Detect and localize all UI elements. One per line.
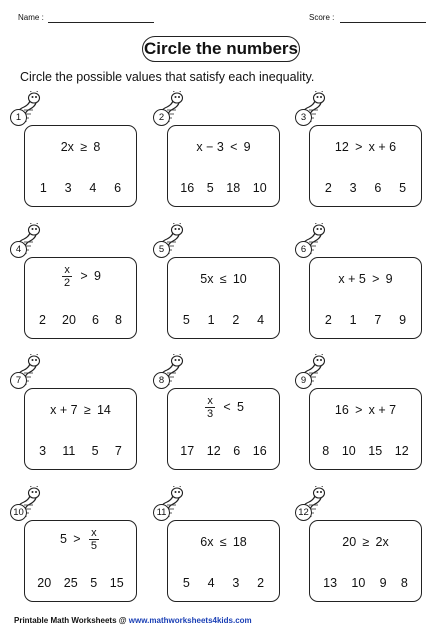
answer-choices <box>174 576 273 590</box>
answer-choice[interactable]: 6 <box>233 444 241 458</box>
inequality-left: 16 <box>334 403 349 417</box>
inequality-operator: ≥ <box>362 535 370 549</box>
answer-choice[interactable]: 4 <box>257 313 265 327</box>
inequality-operator: ≥ <box>80 140 88 154</box>
answer-choice[interactable]: 8 <box>322 444 330 458</box>
inequality-left: x − 3 <box>196 140 224 154</box>
answer-choice[interactable]: 25 <box>63 576 78 590</box>
answer-choices <box>316 313 415 327</box>
fraction-numerator: x <box>205 395 215 408</box>
fraction <box>205 395 215 420</box>
inequality-left: 5 <box>60 531 67 546</box>
inequality <box>168 395 279 420</box>
answer-choice[interactable]: 7 <box>114 444 122 458</box>
problem-card <box>24 257 137 339</box>
answer-choice[interactable]: 11 <box>62 444 76 458</box>
problem-card <box>309 520 422 602</box>
problem-card <box>167 520 280 602</box>
answer-choice[interactable]: 2 <box>324 313 332 327</box>
answer-choice[interactable]: 4 <box>89 181 97 195</box>
answer-choice[interactable]: 5 <box>182 313 190 327</box>
answer-choice[interactable]: 5 <box>90 576 98 590</box>
problem-card <box>167 388 280 470</box>
problem-card <box>24 388 137 470</box>
inequality-left: 5x <box>200 272 214 286</box>
answer-choice[interactable]: 3 <box>232 576 240 590</box>
footer-text: Printable Math Worksheets @ <box>14 616 129 625</box>
answer-choices <box>31 313 130 327</box>
inequality-right: 5 <box>236 399 244 414</box>
answer-choice[interactable]: 2 <box>232 313 240 327</box>
inequality-right: 8 <box>93 140 101 154</box>
fraction-denominator: 3 <box>207 408 214 420</box>
answer-choice[interactable]: 3 <box>64 181 72 195</box>
answer-choices <box>31 444 130 458</box>
inequality-right: x + 6 <box>368 140 397 154</box>
answer-choice[interactable]: 16 <box>180 181 195 195</box>
inequality-operator: > <box>355 140 363 154</box>
answer-choice[interactable]: 5 <box>399 181 407 195</box>
answer-choice[interactable]: 5 <box>182 576 190 590</box>
problem-number-badge: 7 <box>10 372 27 389</box>
inequality-left: 2x <box>60 140 74 154</box>
problem-card <box>167 257 280 339</box>
instruction-text: Circle the possible values that satisfy each inequality. <box>20 70 315 84</box>
fraction-numerator: x <box>89 527 99 540</box>
score-field[interactable] <box>340 22 426 23</box>
answer-choice[interactable]: 9 <box>399 313 407 327</box>
problem-number-badge: 4 <box>10 241 27 258</box>
answer-choice[interactable]: 18 <box>226 181 241 195</box>
answer-choice[interactable]: 8 <box>400 576 408 590</box>
inequality-left: 6x <box>200 535 214 549</box>
problem-card <box>309 388 422 470</box>
answer-choice[interactable]: 3 <box>39 444 47 458</box>
answer-choice[interactable]: 5 <box>91 444 99 458</box>
answer-choices <box>174 181 273 195</box>
answer-choice[interactable]: 13 <box>323 576 338 590</box>
fraction-denominator: 5 <box>90 540 97 552</box>
inequality-right: 2x <box>375 535 389 549</box>
problem-number-badge: 3 <box>295 109 312 126</box>
inequality <box>25 264 136 289</box>
inequality-left: 20 <box>342 535 357 549</box>
answer-choice[interactable]: 20 <box>37 576 52 590</box>
problem-number-badge: 10 <box>10 504 27 521</box>
answer-choice[interactable]: 20 <box>62 313 76 327</box>
answer-choice[interactable]: 12 <box>206 444 221 458</box>
answer-choice[interactable]: 6 <box>374 181 382 195</box>
score-label: Score : <box>309 13 335 22</box>
inequality-left: 12 <box>334 140 349 154</box>
answer-choice[interactable]: 5 <box>206 181 214 195</box>
answer-choice[interactable]: 15 <box>368 444 383 458</box>
answer-choice[interactable]: 8 <box>114 313 122 327</box>
inequality <box>310 272 421 286</box>
answer-choice[interactable]: 4 <box>207 576 215 590</box>
answer-choices <box>174 313 273 327</box>
problem-number-badge: 8 <box>153 372 170 389</box>
problem-number-badge: 1 <box>10 109 27 126</box>
answer-choice[interactable]: 17 <box>180 444 195 458</box>
inequality-operator: > <box>73 531 81 546</box>
problem-card <box>167 125 280 207</box>
inequality-right: 10 <box>232 272 247 286</box>
inequality-right: 9 <box>385 272 393 286</box>
footer-link[interactable]: www.mathworksheets4kids.com <box>128 616 252 625</box>
inequality <box>310 535 421 549</box>
inequality <box>168 272 279 286</box>
answer-choices <box>316 444 415 458</box>
fraction <box>62 264 72 289</box>
fraction-numerator: x <box>62 264 72 277</box>
inequality <box>168 140 279 154</box>
worksheet-title: Circle the numbers <box>142 36 300 62</box>
answer-choices <box>174 444 273 458</box>
answer-choice[interactable]: 6 <box>91 313 99 327</box>
inequality-left: x + 5 <box>338 272 366 286</box>
inequality-right: 9 <box>243 140 251 154</box>
problem-number-badge: 2 <box>153 109 170 126</box>
inequality <box>310 403 421 417</box>
answer-choice[interactable]: 1 <box>349 313 357 327</box>
answer-choice[interactable]: 2 <box>39 313 46 327</box>
inequality-right: 9 <box>93 268 101 283</box>
inequality-operator: ≤ <box>219 535 227 549</box>
fraction-denominator: 2 <box>64 277 71 289</box>
inequality <box>25 527 136 552</box>
answer-choices <box>316 181 415 195</box>
inequality-operator: > <box>355 403 363 417</box>
answer-choice[interactable]: 2 <box>324 181 332 195</box>
inequality-right: 18 <box>232 535 247 549</box>
problem-card <box>24 125 137 207</box>
problem-number-badge: 5 <box>153 241 170 258</box>
fraction <box>89 527 99 552</box>
inequality <box>25 140 136 154</box>
inequality-operator: < <box>230 140 238 154</box>
name-field[interactable] <box>48 22 154 23</box>
answer-choice[interactable]: 1 <box>39 181 47 195</box>
answer-choice[interactable]: 2 <box>257 576 265 590</box>
problem-number-badge: 12 <box>295 504 312 521</box>
answer-choice[interactable]: 15 <box>109 576 124 590</box>
inequality-operator: > <box>80 268 88 283</box>
answer-choice[interactable]: 10 <box>252 181 267 195</box>
answer-choice[interactable]: 9 <box>379 576 387 590</box>
answer-choice[interactable]: 6 <box>114 181 122 195</box>
inequality-operator: ≥ <box>83 403 91 417</box>
inequality <box>25 403 136 417</box>
answer-choice[interactable]: 7 <box>374 313 382 327</box>
problem-number-badge: 6 <box>295 241 312 258</box>
footer <box>14 616 252 625</box>
inequality-right: x + 7 <box>368 403 397 417</box>
inequality-operator: ≤ <box>219 272 227 286</box>
answer-choice[interactable]: 10 <box>351 576 366 590</box>
problem-card <box>24 520 137 602</box>
inequality-right: 14 <box>96 403 111 417</box>
answer-choices <box>31 181 130 195</box>
problem-number-badge: 11 <box>153 504 170 521</box>
answer-choices <box>31 576 130 590</box>
answer-choice[interactable]: 12 <box>394 444 409 458</box>
inequality-operator: < <box>223 399 231 414</box>
answer-choice[interactable]: 3 <box>349 181 357 195</box>
answer-choice[interactable]: 1 <box>207 313 215 327</box>
problem-card <box>309 257 422 339</box>
problem-card <box>309 125 422 207</box>
answer-choice[interactable]: 10 <box>341 444 356 458</box>
inequality-left: x + 7 <box>50 403 78 417</box>
problem-number-badge: 9 <box>295 372 312 389</box>
answer-choices <box>316 576 415 590</box>
inequality <box>168 535 279 549</box>
answer-choice[interactable]: 16 <box>252 444 267 458</box>
inequality <box>310 140 421 154</box>
name-label: Name : <box>18 13 44 22</box>
inequality-operator: > <box>372 272 380 286</box>
